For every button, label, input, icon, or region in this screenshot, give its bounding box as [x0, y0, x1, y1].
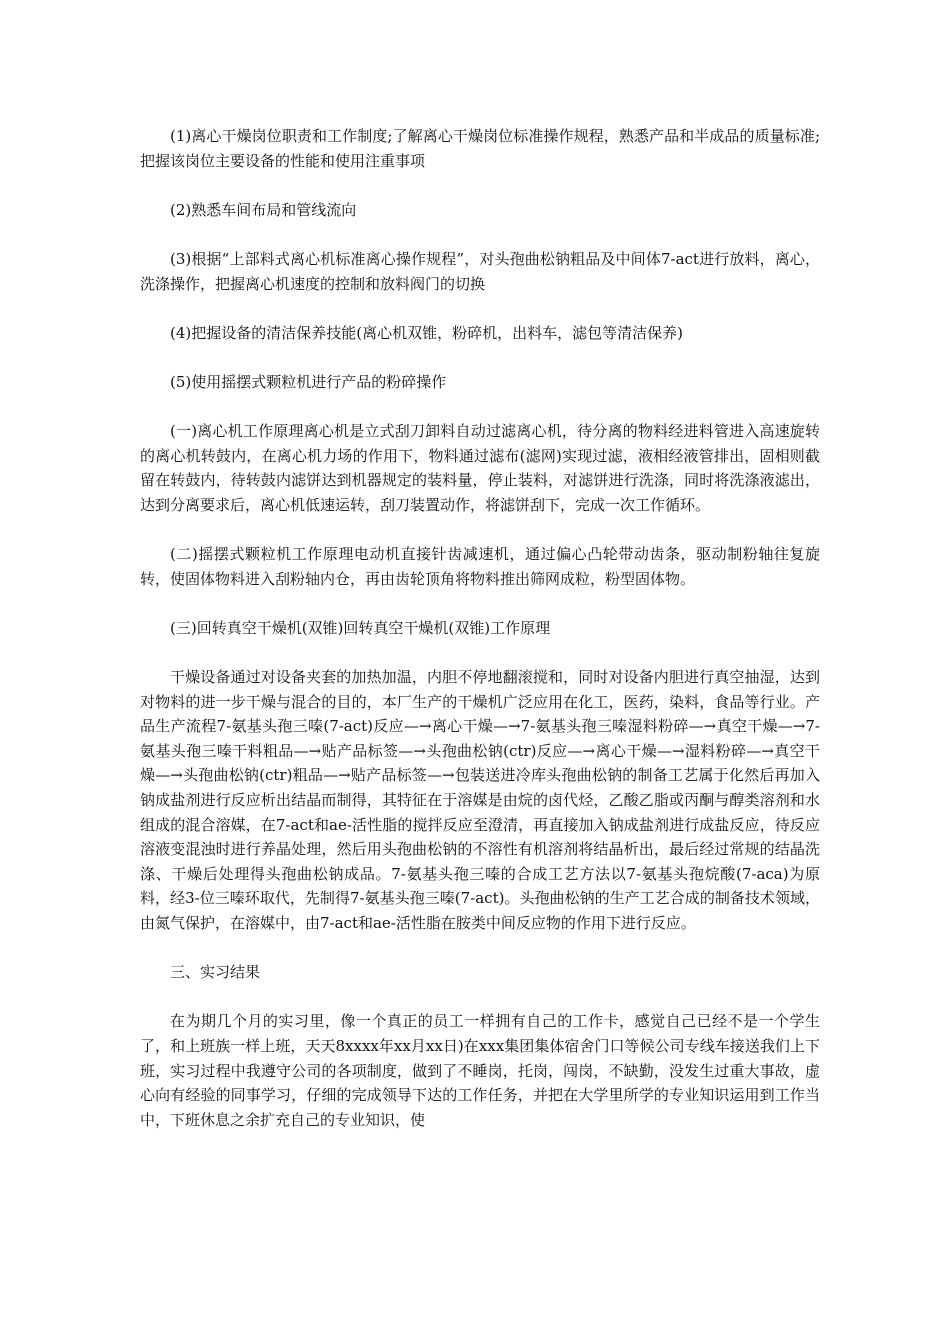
section-heading-results: 三、实习结果 [170, 963, 261, 982]
paragraph-duty-3: (3)根据“上部料式离心机标准离心操作规程”，对头孢曲松钠粗品及中间体7-act进行放料，离心，洗涤操作，把握离心机速度的控制和放料阀门的切换 [140, 249, 820, 293]
paragraph-internship-results: 在为期几个月的实习里，像一个真正的员工一样拥有自己的工作卡，感觉自己已经不是一个学生了，和上班族一样上班，天天8xxxx年xx月xx日)在xxx集团集体宿舍门口等候公司专线车接送我们上下班，实习过程中我遵守公司的各项制度，做到了不睡岗，托岗，闯岗，不缺勤，没发生过重大事故，虚心向有经验的同事学习，仔细的完成领导下达的工作任务，并把在大学里所学的专业知识运用到工作当中，下班休息之余扩充自己的专业知识，使 [140, 1012, 820, 1129]
paragraph-duty-5: (5)使用摇摆式颗粒机进行产品的粉碎操作 [170, 372, 447, 391]
paragraph-dryer-heading: (三)回转真空干燥机(双锥)回转真空干燥机(双锥)工作原理 [170, 618, 551, 637]
document-body [140, 124, 820, 1157]
paragraph-centrifuge-principle: (一)离心机工作原理离心机是立式刮刀卸料自动过滤离心机，待分离的物料经进料管进入高速旋转的离心机转鼓内，在离心机力场的作用下，物料通过滤布(滤网)实现过滤，液相经液管排出，固相则截留在转鼓内，待转鼓内滤饼达到机器规定的装料量，停止装料，对滤饼进行洗涤，同时将洗涤液滤出，达到分离要求后，离心机低速运转，刮刀装置动作，将滤饼刮下，完成一次工作循环。 [140, 422, 820, 514]
paragraph-dryer-process: 干燥设备通过对设备夹套的加热加温，内胆不停地翻滚搅和，同时对设备内胆进行真空抽湿，达到对物料的进一步干燥与混合的目的，本厂生产的干燥机广泛应用在化工，医药，染料，食品等行业。产品生产流程7-氨基头孢三嗪(7-act)反应—→离心干燥—→7-氨基头孢三嗪湿料粉碎—→真空干燥—→7-氨基头孢三嗪干料粗品—→贴产品标签—→头孢曲松钠(ctr)反应—→离心干燥—→湿料粉碎—→真空干燥—→头孢曲松钠(ctr)粗品—→贴产品标签—→包装送进冷库头孢曲松钠的制备工艺属于化然后再加入钠成盐剂进行反应析出结晶而制得，其特征在于溶媒是由烷的卤代烃，乙酸乙脂或丙酮与醇类溶剂和水组成的混合溶媒，在7-act和ae-活性脂的搅拌反应至澄清，再直接加入钠成盐剂进行成盐反应，待反应溶液变混浊时进行养晶处理，然后用头孢曲松钠的不溶性有机溶剂将结晶析出，最后经过常规的结晶洗涤、干燥后处理得头孢曲松钠成品。7-氨基头孢三嗪的合成工艺方法以7-氨基头孢烷酸(7-aca)为原料，经3-位三嗪环取代，先制得7-氨基头孢三嗪(7-act)。头孢曲松钠的生产工艺合成的制备技术领域，由氮气保护，在溶媒中，由7-act和ae-活性脂在胺类中间反应物的作用下进行反应。 [140, 668, 820, 932]
paragraph-duty-4: (4)把握设备的清洁保养技能(离心机双锥，粉碎机，出料车，滤包等清洁保养) [170, 323, 683, 342]
paragraph-duty-1: (1)离心干燥岗位职责和工作制度;了解离心干燥岗位标准操作规程，熟悉产品和半成品的质量标准;把握该岗位主要设备的性能和使用注重事项 [140, 127, 820, 170]
paragraph-duty-2: (2)熟悉车间布局和管线流向 [170, 200, 357, 219]
paragraph-granulator-principle: (二)摇摆式颗粒机工作原理电动机直接针齿减速机，通过偏心凸轮带动齿条，驱动制粉轴往复旋转，使固体物料进入刮粉轴内仓，再由齿轮顶角将物料推出筛网成粒，粉型固体物。 [140, 545, 820, 588]
